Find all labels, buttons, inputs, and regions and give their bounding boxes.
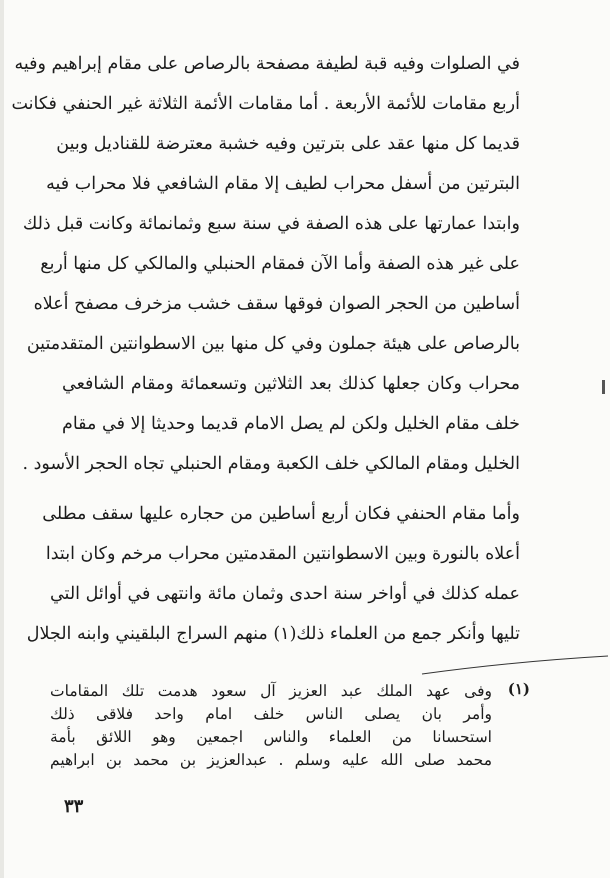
text-line: أربع مقامات للأئمة الأربعة . أما مقامات الأئمة الثلاثة غير الحنفي فكانت <box>11 94 520 114</box>
text-line: في الصلوات وفيه قبة لطيفة مصفحة بالرصاص على مقام إبراهيم وفيه <box>14 54 520 74</box>
margin-mark <box>602 380 605 394</box>
footnote <box>50 680 530 772</box>
text-line: قديما كل منها عقد على بترتين وفيه خشبة معترضة للقناديل وبين <box>56 134 520 154</box>
footnote-marker: (١) <box>507 680 530 698</box>
main-text <box>11 52 520 662</box>
text-line: عمله كذلك في أواخر سنة احدى وثمان مائة وانتهى في أوائل التي <box>49 584 520 604</box>
text-line: وأما مقام الحنفي فكان أربع أساطين من حجاره عليها سقف مطلى <box>42 504 520 524</box>
text-line: البترتين من أسفل محراب لطيف إلا مقام الشافعي فلا محراب فيه <box>46 174 520 194</box>
paragraph-gap <box>62 492 520 502</box>
text-line: تليها وأنكر جمع من العلماء ذلك(١) منهم السراج البلقيني وابنه الجلال <box>26 624 520 644</box>
text-line: أعلاه بالنورة وبين الاسطوانتين المقدمتين محراب مرخم وكان ابتدا <box>45 544 520 564</box>
text-line: على غير هذه الصفة وأما الآن فمقام الحنبلي والمالكي كل منها أربع <box>40 254 520 274</box>
footnote-separator <box>420 652 610 676</box>
text-line: وابتدا عمارتها على هذه الصفة في سنة سبع وثمانمائة وكانت قبل ذلك <box>22 214 520 234</box>
text-line: بالرصاص على هيئة جملون وفي كل منها بين الاسطوانتين المتقدمتين <box>26 334 520 354</box>
text-line: محراب وكان جعلها كذلك بعد الثلاثين وتسعمائة ومقام الشافعي <box>62 374 520 394</box>
page-number: ٣٣ <box>64 796 84 817</box>
text-line: الخليل ومقام المالكي خلف الكعبة ومقام الحنبلي تجاه الحجر الأسود . <box>22 454 520 474</box>
page-edge-shadow <box>0 0 4 878</box>
text-line: أساطين من الحجر الصوان فوقها سقف خشب مزخرف مصفح أعلاه <box>33 294 520 314</box>
footnote-line: وفى عهد الملك عبد العزيز آل سعود هدمت تلك المقامات <box>50 682 492 700</box>
text-line: خلف مقام الخليل ولكن لم يصل الامام قديما وحديثا إلا في مقام <box>62 414 520 434</box>
footnote-line: محمد صلى الله عليه وسلم . عبدالعزيز بن محمد بن ابراهيم <box>50 751 492 769</box>
footnote-line: استحسانا من العلماء والناس اجمعين وهو اللائق بأمة <box>50 728 492 746</box>
footnote-line: وأمر بان يصلى الناس خلف امام واحد فلاقى ذلك <box>50 705 492 723</box>
